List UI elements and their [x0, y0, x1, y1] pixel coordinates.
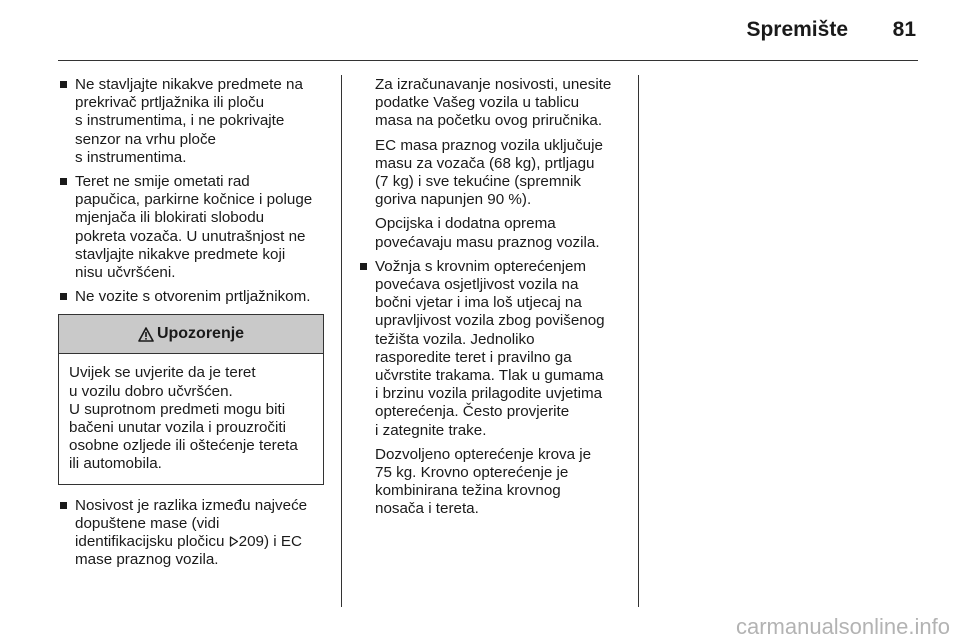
warning-text: Uvijek se uvjerite da je teret u vozilu dobro učvršćen. U suprotnom predmeti mogu biti bačeni unutar vozila i prouzročiti osobne ozljede ili oštećenje tereta ili automobila. — [69, 364, 298, 473]
list-item-text — [75, 497, 330, 570]
list-item-text-end: ) i EC mase praznog vozila. — [75, 533, 302, 569]
warning-box — [58, 314, 324, 484]
column-divider-right — [638, 75, 639, 607]
list-item — [58, 173, 330, 282]
warning-title: Upozorenje — [156, 325, 245, 343]
list-item-text: Vožnja s krovnim opterećenjem povećava osjetljivost vozila na bočni vjetar i ima loš utjecaj na upravljivost vozila zbog povišenog težišta vozila. Jednoliko rasporedite teret i pravilno ga učvrstite trakama. Tlak u gumama i brzinu vozila prilagodite uvjetima opterećenja. Često provjerite i zategnite trake. — [375, 257, 605, 439]
paragraph: Za izračunavanje nosivosti, unesite podatke Vašeg vozila u tablicu masa na početku ovog priručnika. — [375, 76, 612, 130]
list-item — [58, 76, 330, 167]
bullet-square-icon — [360, 263, 367, 270]
section-title: Spremište — [746, 18, 848, 41]
list-item-text-start: Nosivost je razlika između najveće dopuštene mase (vidi identifikacijsku pločicu — [75, 496, 308, 551]
list-item — [58, 288, 330, 306]
page-reference-link[interactable]: 209 — [238, 533, 264, 551]
page-reference-arrow-icon — [229, 536, 239, 547]
list-item-text: Teret ne smije ometati rad papučica, parkirne kočnice i poluge mjenjača ili blokirati slobodu pokreta vozača. U unutrašnjost ne stavljajte nikakve predmete koji nisu učvršćeni. — [75, 173, 313, 282]
list-item — [58, 497, 330, 570]
bullet-square-icon — [60, 178, 67, 185]
bullet-square-icon — [60, 293, 67, 300]
watermark: carmanualsonline.info — [735, 614, 950, 639]
list-item-text: Ne vozite s otvorenim prtljažnikom. — [75, 288, 311, 306]
text-column-1 — [58, 76, 330, 575]
text-column-2 — [358, 76, 630, 525]
warning-header — [59, 315, 323, 354]
page-number: 81 — [892, 18, 916, 41]
column-divider-left — [341, 75, 342, 607]
warning-triangle-icon — [138, 327, 154, 342]
list-item — [358, 258, 630, 440]
list-item-text: Ne stavljajte nikakve predmete na prekrivač prtljažnika ili ploču s instrumentima, i ne pokrivajte senzor na vrhu ploče s instrumentima. — [75, 76, 303, 166]
paragraph: EC masa praznog vozila uključuje masu za vozača (68 kg), prtljagu (7 kg) i sve tekućine (spremnik goriva napunjen 90 %). — [375, 136, 603, 209]
paragraph: Dozvoljeno opterećenje krova je 75 kg. Krovno opterećenje je kombinirana težina krovnog nosača i tereta. — [375, 445, 592, 518]
paragraph: Opcijska i dodatna oprema povećavaju masu praznog vozila. — [375, 215, 600, 251]
header-divider — [58, 60, 918, 61]
bullet-square-icon — [60, 502, 67, 509]
bullet-square-icon — [60, 81, 67, 88]
